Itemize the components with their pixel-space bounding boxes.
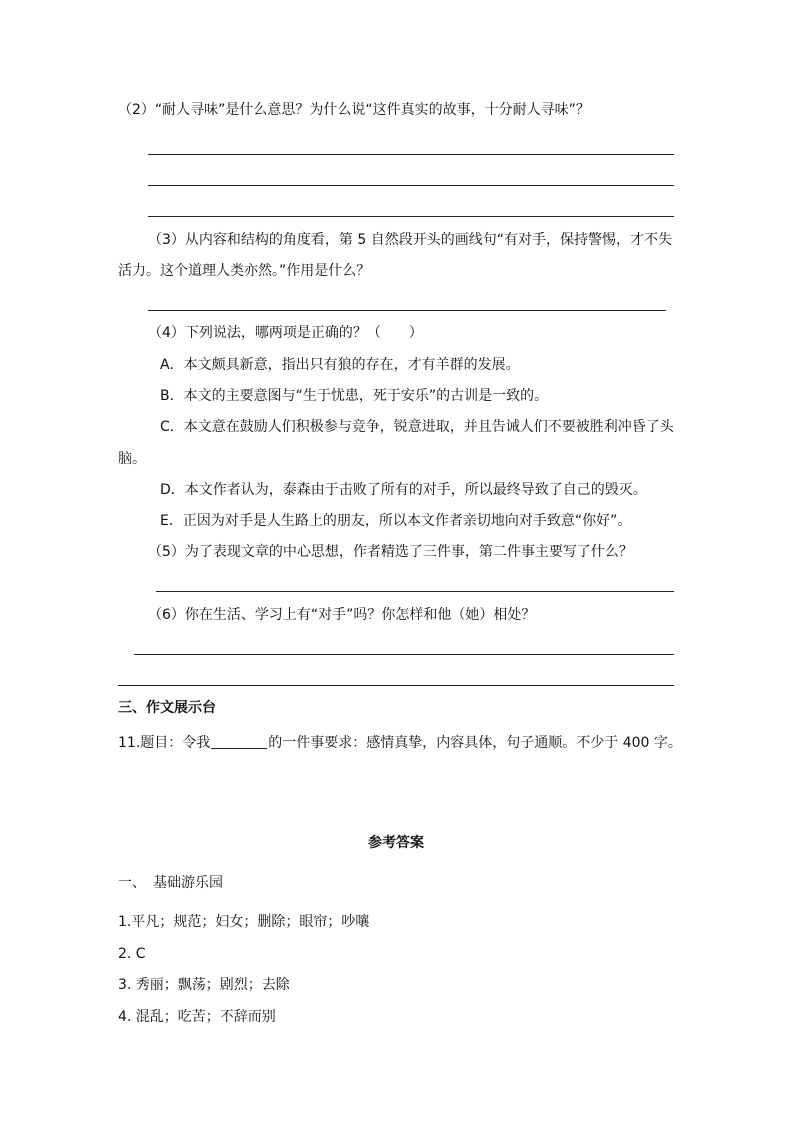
option-c-line2: 脑。 <box>118 451 146 467</box>
answer-line <box>156 591 674 592</box>
option-c-line1: C．本文意在鼓励人们积极参与竞争，锐意进取，并且告诫人们不要被胜利冲昏了头 <box>160 419 674 435</box>
question-11-prefix: 11.题目：令我 <box>118 735 211 751</box>
section-3-title: 三、作文展示台 <box>118 700 216 716</box>
answer-line <box>148 310 666 311</box>
answer-line <box>148 216 674 217</box>
question-3-line1: （3）从内容和结构的角度看，第 5 自然段开头的画线句“有对手，保持警惕，才不失 <box>148 232 672 248</box>
question-11 <box>118 734 682 752</box>
answer-2: 2. C <box>118 946 146 962</box>
answer-line <box>148 154 674 155</box>
question-6: （6）你在生活、学习上有“对手”吗？你怎样和他（她）相处？ <box>148 607 536 623</box>
option-b: B．本文的主要意图与“生于忧患，死于安乐”的古训是一致的。 <box>160 388 549 404</box>
option-a: A．本文颇具新意，指出只有狼的存在，才有羊群的发展。 <box>160 357 520 373</box>
answer-3: 3. 秀丽；飘荡；剧烈；去除 <box>118 977 290 993</box>
question-2: （2）“耐人寻味”是什么意思？为什么说“这件真实的故事，十分耐人寻味”？ <box>118 102 590 118</box>
answer-line <box>134 654 674 655</box>
fill-in-blank <box>211 734 267 749</box>
answer-1: 1.平凡；规范；妇女；删除；眼帘；吵嚷 <box>118 914 370 930</box>
question-4: （4）下列说法，哪两项是正确的？（ ） <box>148 325 423 341</box>
answer-4: 4. 混乱；吃苦；不辞而别 <box>118 1009 276 1025</box>
answers-title: 参考答案 <box>368 835 424 851</box>
question-11-suffix: 的一件事要求：感情真挚，内容具体，句子通顺。不少于 400 字。 <box>268 735 682 751</box>
option-d: D．本文作者认为，泰森由于击败了所有的对手，所以最终导致了自己的毁灭。 <box>160 482 647 498</box>
answer-line <box>148 185 674 186</box>
question-5: （5）为了表现文章的中心思想，作者精选了三件事，第二件事主要写了什么？ <box>148 544 633 560</box>
answers-section-1: 一、 基础游乐园 <box>118 875 223 891</box>
answer-line <box>118 685 674 686</box>
option-e: E．正因为对手是人生路上的朋友，所以本文作者亲切地向对手致意“你好”。 <box>160 513 632 529</box>
question-3-line2: 活力。这个道理人类亦然。”作用是什么？ <box>118 263 371 279</box>
